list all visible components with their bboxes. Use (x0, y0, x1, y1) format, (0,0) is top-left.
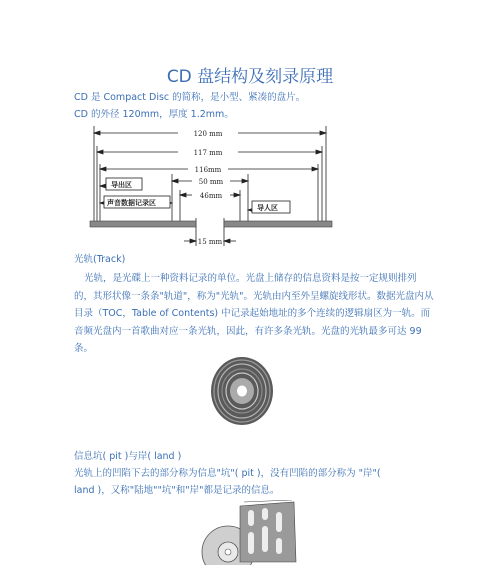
page-title: CD 盘结构及刻录原理 (166, 67, 334, 87)
pit-line-1: 光轨上的凹陷下去的部分称为信息"坑"( pit )，没有凹陷的部分称为 "岸"( (74, 468, 381, 479)
cd-dimension-diagram (88, 124, 338, 250)
track-paragraph: 光轨，是光碟上一种资料记录的单位。光盘上储存的信息资料是按一定规则排列的，其形状像一条条"轨道"，称为"光轨"。光轨由内至外呈螺旋线形状。数据光盘内从目录（TOC，Table of Contents) 中记录起始地址的多个连续的逻辑扇区为一轨。而音频光盘内一首歌曲对应一条光轨，因此，有许多条光轨。光盘的光轨最多可达 99 条。 (74, 273, 434, 354)
pit-heading: 信息坑( pit )与岸( land ) (74, 451, 182, 462)
dim-116-label: 116mm (194, 166, 222, 174)
pit-line-2: land )，又称"陆地""坑"和"岸"都是记录的信息。 (74, 485, 280, 496)
leadout-zone-label: 导出区 (111, 181, 132, 189)
track-heading: 光轨(Track) (74, 254, 126, 265)
dim-117-label: 117 mm (193, 149, 223, 157)
cd-track-image (210, 356, 274, 426)
data-zone-label: 声音数据记录区 (107, 199, 156, 207)
intro-line-1: CD 是 Compact Disc 的简称，是小型、紧凑的盘片。 (74, 92, 306, 103)
pit-land-image (196, 500, 306, 565)
intro-line-2: CD 的外径 120mm，厚度 1.2mm。 (74, 109, 234, 120)
dim-46-label: 46mm (199, 192, 223, 200)
leadin-zone-label: 导人区 (257, 204, 278, 212)
dim-15-label: 15 mm (197, 238, 223, 246)
dim-120-label: 120 mm (193, 130, 223, 138)
dim-50-label: 50 mm (198, 178, 224, 186)
